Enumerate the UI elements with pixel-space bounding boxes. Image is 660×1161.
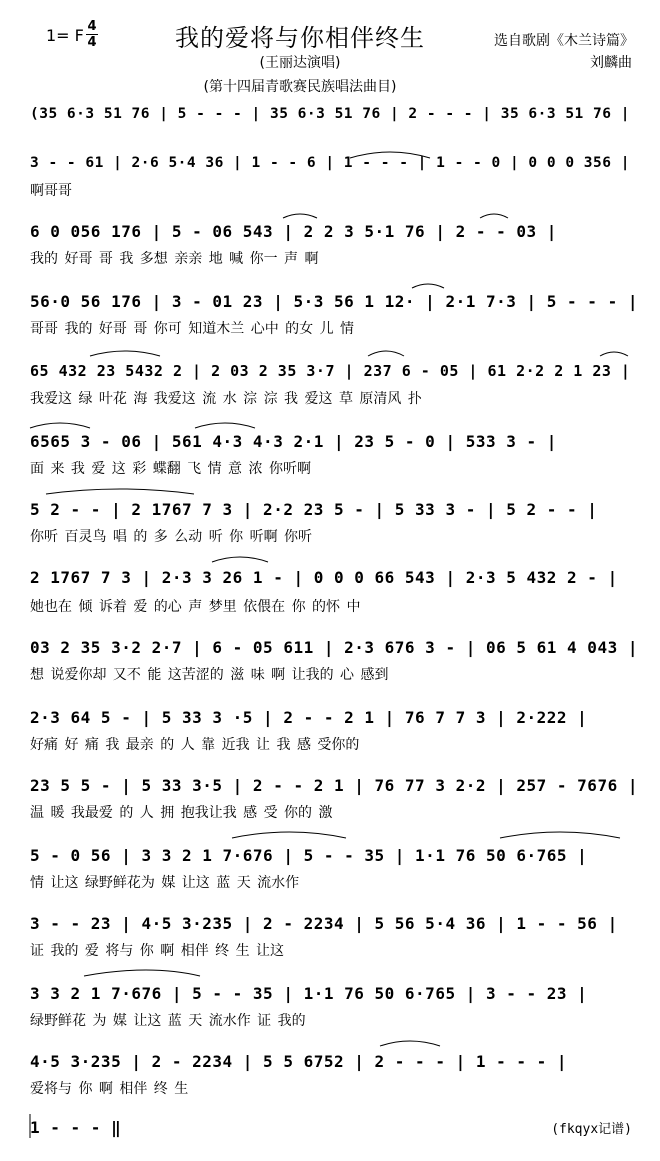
lyrics-line: 你听 百灵鸟 唱 的 多 么动 听 你 听啊 你听	[30, 529, 313, 545]
slur-arc	[46, 489, 194, 494]
lyrics-line: 面 来 我 爱 这 彩 蝶翻 飞 情 意 浓 你听啊	[30, 461, 311, 477]
notes-line: 23 5 5 - | 5 33 3·5 | 2 - - 2 1 | 76 77 3 2·2 | 257 - 7676 |	[30, 776, 638, 795]
lyrics-line: 证 我的 爱 将与 你 啊 相伴 终 生 让这	[30, 943, 285, 959]
transcriber-credit: (fkqyx记谱)	[551, 1122, 632, 1137]
lyrics-line: 我的 好哥 哥 我 多想 亲亲 地 喊 你一 声 啊	[30, 251, 319, 267]
song-title: 我的爱将与你相伴终生	[175, 24, 425, 52]
notes-line: 65 432 23 5432 2 | 2 03 2 35 3·7 | 237 6 - 05 | 61 2·2 2 1 23 |	[30, 362, 631, 380]
slur-arc	[195, 423, 255, 428]
notes-line: 3 - - 61 | 2·6 5·4 36 | 1 - - 6 | 1 - - - | 1 - - 0 | 0 0 0 356 |	[30, 155, 630, 171]
notes-line: 03 2 35 3·2 2·7 | 6 - 05 611 | 2·3 676 3 - | 06 5 61 4 043 |	[30, 638, 638, 657]
slur-arc	[380, 1041, 440, 1046]
competition-note: (第十四届青歌赛民族唱法曲目)	[203, 79, 397, 95]
singer-note: (王丽达演唱)	[259, 55, 341, 71]
notes-line: 4·5 3·235 | 2 - 2234 | 5 5 6752 | 2 - - - | 1 - - - |	[30, 1052, 568, 1071]
lyrics-line: 好痛 好 痛 我 最亲 的 人 靠 近我 让 我 感 受你的	[30, 737, 360, 753]
notes-line: 56·0 56 176 | 3 - 01 23 | 5·3 56 1 12· | 2·1 7·3 | 5 - - - |	[30, 292, 638, 311]
slur-arc	[30, 423, 90, 428]
meter-bottom: 4	[87, 35, 97, 50]
slur-arc	[350, 152, 430, 158]
composer-note: 刘麟曲	[590, 55, 632, 71]
lyrics-line: 我爱这 绿 叶花 海 我爱这 流 水 淙 淙 我 爱这 草 原清风 扑	[30, 391, 422, 407]
notes-line: 5 - 0 56 | 3 3 2 1 7·676 | 5 - - 35 | 1·1 76 50 6·765 |	[30, 846, 588, 865]
notes-line: 6 0 056 176 | 5 - 06 543 | 2 2 3 5·1 76 | 2 - - 03 |	[30, 222, 557, 241]
notes-line: 6565 3 - 06 | 561 4·3 4·3 2·1 | 23 5 - 0 | 533 3 - |	[30, 432, 557, 451]
notes-line: 2 1767 7 3 | 2·3 3 26 1 - | 0 0 0 66 543 | 2·3 5 432 2 - |	[30, 568, 618, 587]
lyrics-line: 她也在 倾 诉着 爱 的心 声 梦里 依偎在 你 的怀 中	[30, 599, 361, 615]
meter-top: 4	[87, 19, 97, 34]
slur-arc	[283, 214, 317, 218]
slur-arc	[600, 352, 628, 356]
notes-line: 2·3 64 5 - | 5 33 3 ·5 | 2 - - 2 1 | 76 7 7 3 | 2·222 |	[30, 708, 588, 727]
lyrics-line: 温 暖 我最爱 的 人 拥 抱我让我 感 受 你的 激	[30, 805, 333, 821]
slur-arc	[500, 832, 620, 838]
slur-arc	[90, 351, 160, 356]
lyrics-line: 啊哥哥	[30, 183, 72, 199]
notes-line: 1 - - - ‖	[30, 1118, 122, 1137]
slur-arc	[480, 214, 508, 218]
notes-line: 3 3 2 1 7·676 | 5 - - 35 | 1·1 76 50 6·765 | 3 - - 23 |	[30, 984, 588, 1003]
source-note: 选自歌剧《木兰诗篇》	[494, 33, 634, 49]
notes-line: 3 - - 23 | 4·5 3·235 | 2 - 2234 | 5 56 5·4 36 | 1 - - 56 |	[30, 914, 618, 933]
lyrics-line: 哥哥 我的 好哥 哥 你可 知道木兰 心中 的女 儿 情	[30, 321, 355, 337]
lyrics-line: 绿野鲜花 为 媒 让这 蓝 天 流水作 证 我的	[30, 1013, 306, 1029]
key-signature: 1= F	[46, 26, 84, 45]
slur-arc	[412, 284, 444, 288]
slur-arc	[232, 832, 346, 838]
lyrics-line: 情 让这 绿野鲜花为 媒 让这 蓝 天 流水作	[30, 875, 300, 891]
slur-arc	[212, 557, 268, 562]
slur-arc	[84, 970, 200, 976]
slur-arc	[368, 351, 404, 356]
notes-line: 5 2 - - | 2 1767 7 3 | 2·2 23 5 - | 5 33 3 - | 5 2 - - |	[30, 500, 598, 519]
notes-line: (35 6·3 51 76 | 5 - - - | 35 6·3 51 76 | 2 - - - | 35 6·3 51 76 |	[30, 106, 630, 122]
lyrics-line: 爱将与 你 啊 相伴 终 生	[30, 1081, 189, 1097]
lyrics-line: 想 说爱你却 又不 能 这苦涩的 滋 味 啊 让我的 心 感到	[30, 667, 389, 683]
